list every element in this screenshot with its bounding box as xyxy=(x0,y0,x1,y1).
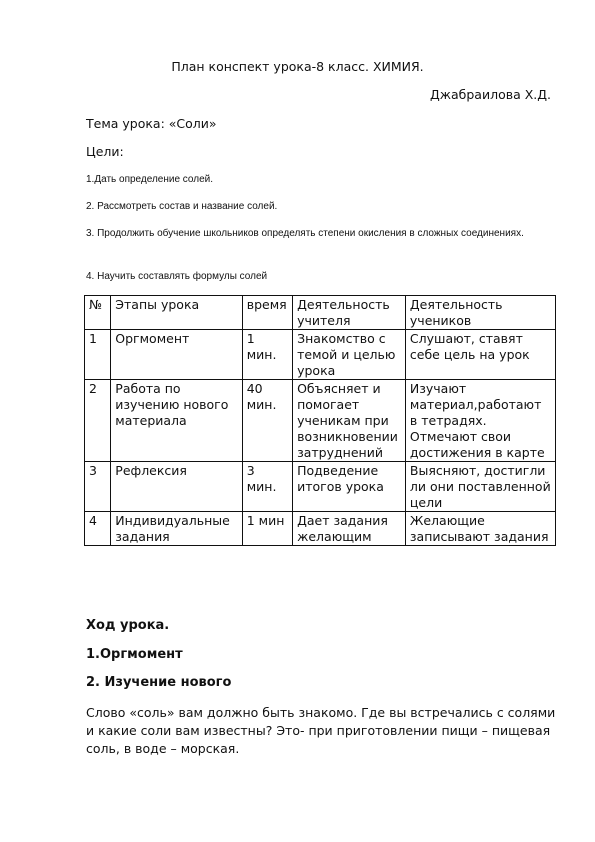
cell-number: 1 xyxy=(85,330,111,380)
cell-teacher-activity: Объясняет и помогает ученикам при возникновении затруднений xyxy=(293,380,406,462)
header-student-activity: Деятельность учеников xyxy=(405,296,555,330)
cell-time: 1 мин. xyxy=(242,330,292,380)
table-row xyxy=(85,512,556,546)
cell-stage: Работа по изучению нового материала xyxy=(111,380,242,462)
header-time: время xyxy=(242,296,292,330)
header-number: № xyxy=(85,296,111,330)
page-title: План конспект урока-8 класс. ХИМИЯ. xyxy=(171,59,424,74)
cell-number: 2 xyxy=(85,380,111,462)
author-name: Джабраилова Х.Д. xyxy=(429,87,551,102)
cell-teacher-activity: Дает задания желающим xyxy=(293,512,406,546)
cell-stage: Рефлексия xyxy=(111,462,242,512)
cell-teacher-activity: Знакомство с темой и целью урока xyxy=(293,330,406,380)
section-heading-orgmoment: 1.Оргмомент xyxy=(86,647,183,662)
header-teacher-activity: Деятельность учителя xyxy=(293,296,406,330)
table-row xyxy=(85,380,556,462)
cell-stage: Индивидуальные задания xyxy=(111,512,242,546)
cell-student-activity: Желающие записывают задания xyxy=(405,512,555,546)
course-heading: Ход урока. xyxy=(86,618,170,633)
cell-student-activity: Выясняют, достигли ли они поставленной цели xyxy=(405,462,555,512)
goals-label: Цели: xyxy=(86,144,124,159)
cell-time: 40 мин. xyxy=(242,380,292,462)
cell-stage: Оргмомент xyxy=(111,330,242,380)
lesson-topic: Тема урока: «Соли» xyxy=(86,116,217,131)
table-header-row xyxy=(85,296,556,330)
cell-time: 3 мин. xyxy=(242,462,292,512)
cell-number: 4 xyxy=(85,512,111,546)
lesson-plan-table xyxy=(84,295,556,546)
section-heading-new-material: 2. Изучение нового xyxy=(86,675,232,690)
header-stage: Этапы урока xyxy=(111,296,242,330)
table-row xyxy=(85,330,556,380)
cell-student-activity: Изучают материал,работают в тетрадях. Отмечают свои достижения в карте xyxy=(405,380,555,462)
table-row xyxy=(85,462,556,512)
cell-student-activity: Слушают, ставят себе цель на урок xyxy=(405,330,555,380)
goal-item: 4. Научить составлять формулы солей xyxy=(86,271,268,282)
cell-teacher-activity: Подведение итогов урока xyxy=(293,462,406,512)
body-paragraph: Слово «соль» вам должно быть знакомо. Где вы встречались с солями и какие соли вам известны? Это- при приготовлении пищи – пищевая соль, в воде – морская. xyxy=(86,705,556,756)
cell-number: 3 xyxy=(85,462,111,512)
cell-time: 1 мин xyxy=(242,512,292,546)
goal-item: 3. Продолжить обучение школьников определять степени окисления в сложных соединениях. xyxy=(86,228,524,239)
goal-item: 2. Рассмотреть состав и название солей. xyxy=(86,201,278,212)
goal-item: 1.Дать определение солей. xyxy=(86,174,214,185)
